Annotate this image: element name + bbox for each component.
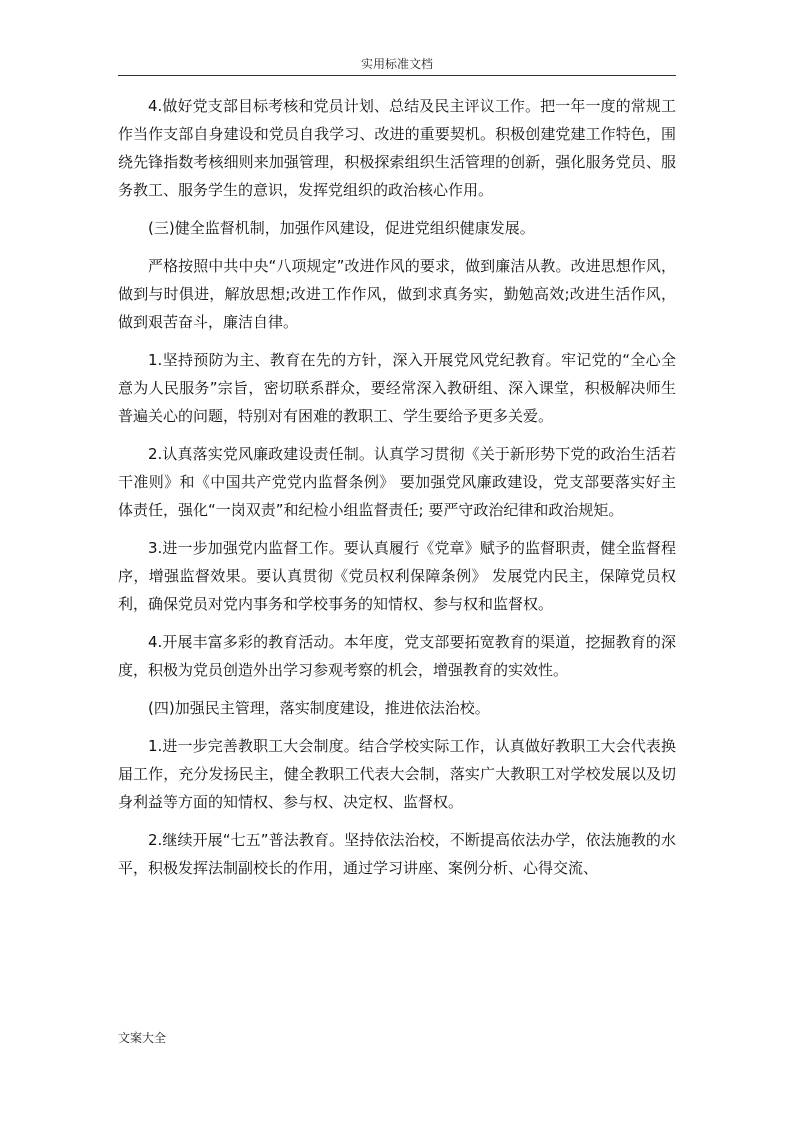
page-header-title: 实用标准文档 — [360, 57, 433, 71]
document-body — [118, 92, 676, 892]
paragraph-4: 2.认真落实党风廉政建设责任制。认真学习贯彻《关于新形势下党的政治生活若干准则》和《中国共产党党内监督条例》 要加强党风廉政建设，党支部要落实好主体责任，强化“一岗双责”和纪检小组监督责任; 要严守政治纪律和政治规矩。 — [118, 445, 676, 519]
paragraph-6: 4.开展丰富多彩的教育活动。本年度，党支部要拓宽教育的渠道，挖掘教育的深度，积极为党员创造外出学习参观考察的机会，增强教育的实效性。 — [118, 633, 676, 679]
paragraph-1: 4.做好党支部目标考核和党员计划、总结及民主评议工作。把一年一度的常规工作当作支部自身建设和党员自我学习、改进的重要契机。积极创建党建工作特色，围绕先锋指数考核细则来加强管理，积极探索组织生活管理的创新，强化服务党员、服务教工、服务学生的意识，发挥党组织的政治核心作用。 — [118, 97, 676, 199]
section-heading-4: (四)加强民主管理，落实制度建设，推进依法治校。 — [148, 699, 490, 717]
paragraph-3: 1.坚持预防为主、教育在先的方针，深入开展党风党纪教育。牢记党的“全心全意为人民服务”宗旨，密切联系群众，要经常深入教研组、深入课堂，积极解决师生普遍关心的问题，特别对有困难的教职工、学生要给予更多关爱。 — [118, 351, 676, 425]
page-footer-text: 文案大全 — [118, 1031, 167, 1045]
paragraph-2: 严格按照中共中央“八项规定”改进作风的要求，做到廉洁从教。改进思想作风，做到与时俱进，解放思想;改进工作作风，做到求真务实，勤勉高效;改进生活作风，做到艰苦奋斗，廉洁自律。 — [118, 257, 676, 331]
header-divider — [118, 75, 676, 76]
paragraph-7: 1.进一步完善教职工大会制度。结合学校实际工作，认真做好教职工大会代表换届工作，充分发扬民主，健全教职工代表大会制，落实广大教职工对学校发展以及切身利益等方面的知情权、参与权、决定权、监督权。 — [118, 737, 676, 811]
paragraph-5: 3.进一步加强党内监督工作。要认真履行《党章》赋予的监督职责，健全监督程序，增强监督效果。要认真贯彻《党员权利保障条例》 发展党内民主，保障党员权利，确保党员对党内事务和学校事务的知情权、参与权和监督权。 — [118, 539, 676, 613]
section-heading-3: (三)健全监督机制，加强作风建设，促进党组织健康发展。 — [148, 219, 535, 237]
paragraph-8: 2.继续开展“七五”普法教育。坚持依法治校，不断提高依法办学，依法施教的水平，积极发挥法制副校长的作用，通过学习讲座、案例分析、心得交流、 — [118, 831, 676, 877]
